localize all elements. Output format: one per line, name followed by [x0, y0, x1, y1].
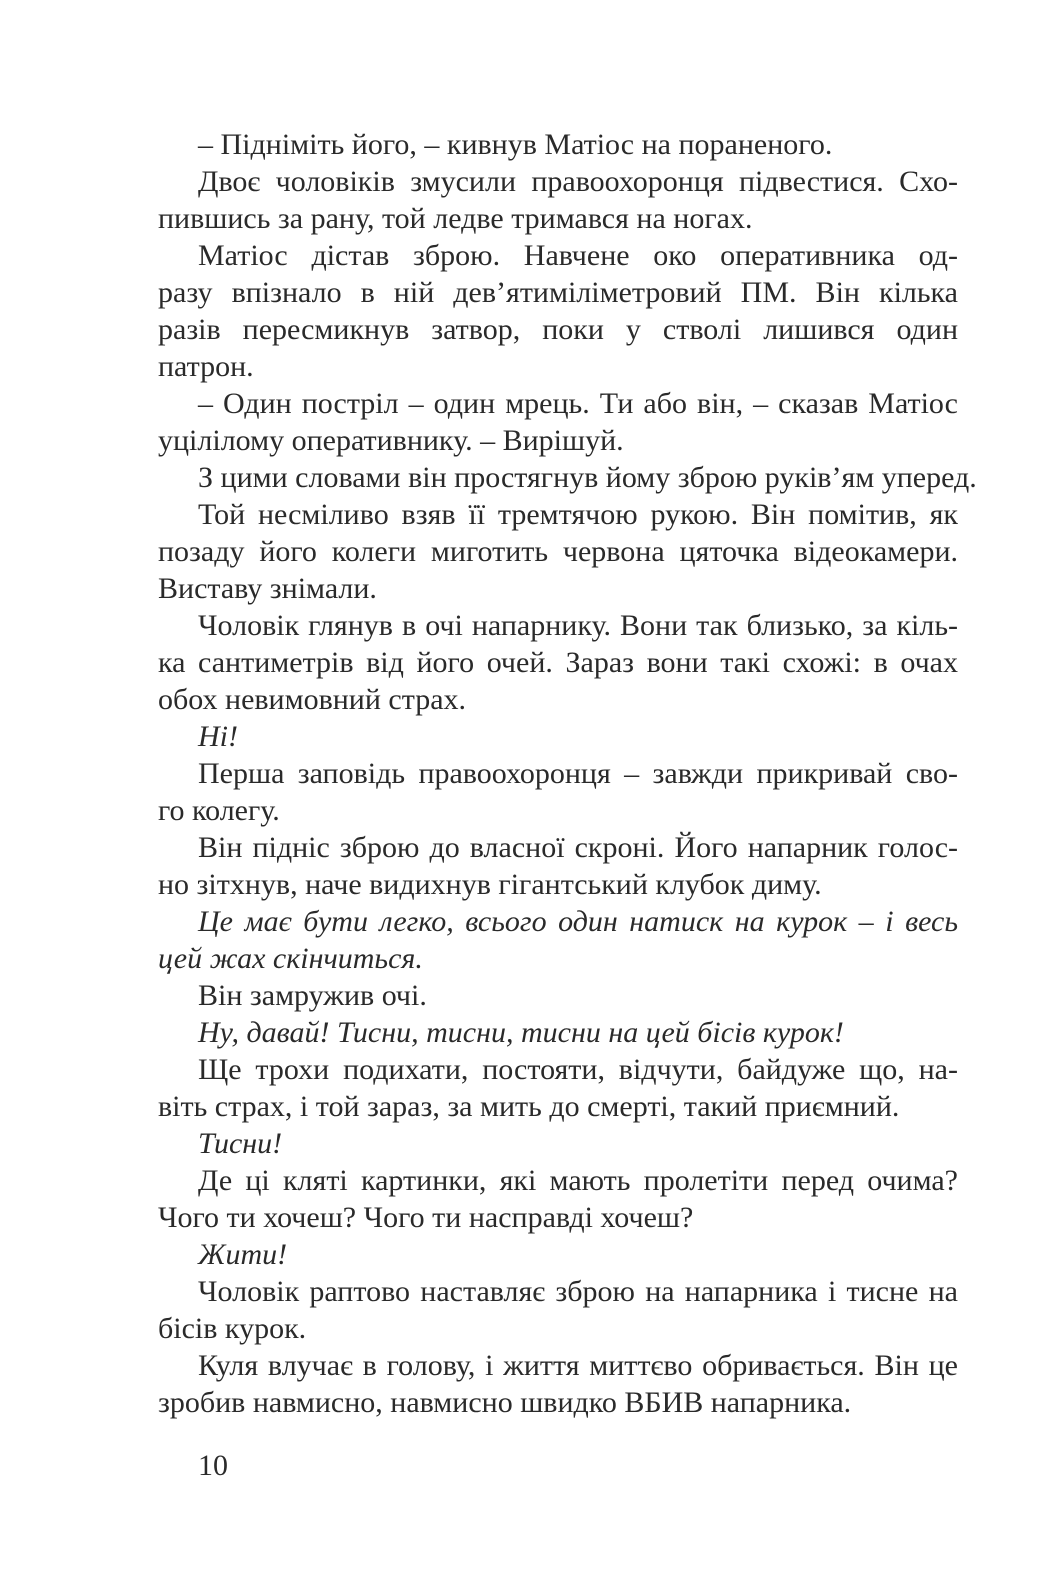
paragraph	[158, 829, 958, 903]
text-line: Жити!	[198, 1238, 288, 1271]
paragraph	[158, 163, 958, 237]
text-line: Ну, давай! Тисни, тисни, тисни на цей бісів курок!	[198, 1016, 844, 1049]
text-line: зробив навмисно, навмисно швидко ВБИВ напарника.	[158, 1386, 852, 1419]
paragraph	[158, 977, 958, 1014]
text-line: патрон.	[158, 350, 254, 383]
text-line: віть страх, і той зараз, за мить до смерті, такий приємний.	[158, 1090, 900, 1123]
paragraph	[158, 1162, 958, 1236]
text-line: ка сантиметрів від його очей. Зараз вони такі схожі: в очах	[158, 646, 958, 679]
text-line: разу впізнало в ній дев’ятиміліметровий ПМ. Він кілька	[158, 276, 958, 309]
text-line: Матіос дістав зброю. Навчене око оперативника од-	[198, 239, 958, 272]
text-line: позаду його колеги миготить червона цяточка відеокамери.	[158, 535, 958, 568]
text-line: обох невимовний страх.	[158, 683, 467, 716]
paragraph	[158, 385, 958, 459]
text-line: Ні!	[198, 720, 238, 753]
paragraph	[158, 237, 958, 385]
text-line: Він підніс зброю до власної скроні. Його напарник голос-	[198, 831, 958, 864]
text-line: З цими словами він простягнув йому зброю руків’ям уперед.	[198, 461, 977, 494]
paragraph	[158, 607, 958, 718]
paragraph	[158, 1273, 958, 1347]
text-line: цей жах скінчиться.	[158, 942, 423, 975]
text-line: Двоє чоловіків змусили правоохоронця підвестися. Схо-	[198, 165, 958, 198]
text-line: Чого ти хочеш? Чого ти насправді хочеш?	[158, 1201, 694, 1234]
text-line: Де ці кляті картинки, які мають пролетіти перед очима?	[198, 1164, 958, 1197]
text-line: – Один постріл – один мрець. Ти або він, – сказав Матіос	[198, 387, 958, 420]
paragraph	[158, 459, 977, 496]
paragraph	[158, 1014, 958, 1051]
body-text	[158, 126, 977, 1421]
text-line: го колегу.	[158, 794, 280, 827]
text-line: Чоловік раптово наставляє зброю на напарника і тисне на	[198, 1275, 958, 1308]
paragraph	[158, 755, 958, 829]
text-line: Чоловік глянув в очі напарнику. Вони так близько, за кіль-	[198, 609, 958, 642]
paragraph	[158, 496, 958, 607]
paragraph	[158, 903, 958, 977]
text-line: пившись за рану, той ледве тримався на ногах.	[158, 202, 753, 235]
text-line: Це має бути легко, всього один натиск на курок – і весь	[198, 905, 958, 938]
paragraph	[158, 126, 958, 163]
text-line: Він замружив очі.	[198, 979, 427, 1012]
text-line: Той несміливо взяв її тремтячою рукою. Він помітив, як	[198, 498, 958, 531]
page-number: 10	[198, 1449, 228, 1482]
text-line: уцілілому оперативнику. – Вирішуй.	[158, 424, 624, 457]
text-line: разів пересмикнув затвор, поки у стволі лишився один	[158, 313, 958, 346]
text-line: Ще трохи подихати, постояти, відчути, байдуже що, на-	[198, 1053, 958, 1086]
paragraph	[158, 718, 958, 755]
paragraph	[158, 1125, 958, 1162]
text-line: Тисни!	[198, 1127, 283, 1160]
text-line: – Підніміть його, – кивнув Матіос на пораненого.	[198, 128, 833, 161]
text-line: Виставу знімали.	[158, 572, 377, 605]
paragraph	[158, 1051, 958, 1125]
paragraph	[158, 1236, 958, 1273]
text-line: но зітхнув, наче видихнув гігантський клубок диму.	[158, 868, 822, 901]
paragraph	[158, 1347, 958, 1421]
text-line: бісів курок.	[158, 1312, 307, 1345]
text-line: Перша заповідь правоохоронця – завжди прикривай сво-	[198, 757, 958, 790]
text-line: Куля влучає в голову, і життя миттєво обривається. Він це	[198, 1349, 958, 1382]
